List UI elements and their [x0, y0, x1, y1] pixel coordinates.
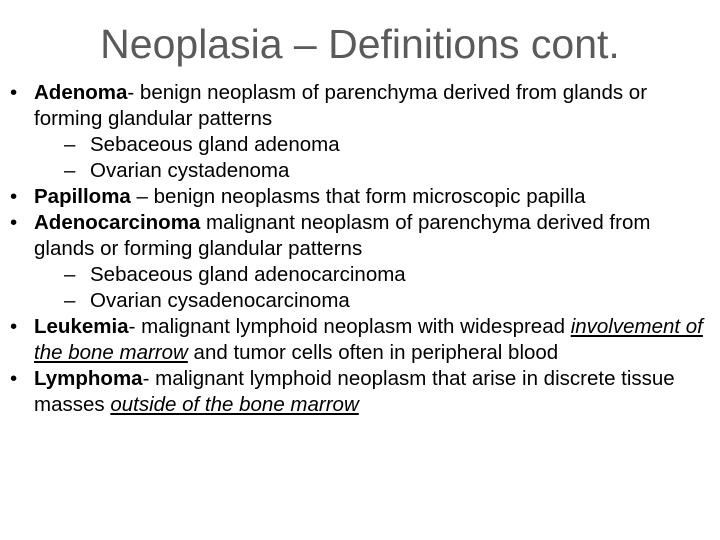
- term-papilloma: Papilloma: [34, 185, 131, 208]
- sub-item-text: Sebaceous gland adenocarcinoma: [90, 263, 406, 286]
- term-adenocarcinoma: Adenocarcinoma: [34, 211, 201, 234]
- term-adenoma: Adenoma: [34, 81, 128, 104]
- dash-icon: –: [64, 159, 76, 182]
- bullet-list: [10, 80, 710, 418]
- term-lymphoma: Lymphoma: [34, 367, 143, 390]
- bullet-icon: •: [10, 315, 18, 338]
- dash-icon: –: [64, 263, 76, 286]
- sub-list-adenoma: [34, 132, 710, 184]
- definition-lymphoma-start: - malignant lymphoid neoplasm that arise in discrete tissue masses: [34, 367, 675, 416]
- sub-item-text: Ovarian cystadenoma: [90, 159, 290, 182]
- sub-item: [34, 158, 710, 184]
- bullet-icon: •: [10, 367, 18, 390]
- term-leukemia: Leukemia: [34, 315, 129, 338]
- sub-item: [34, 288, 710, 314]
- sub-item-text: Ovarian cysadenocarcinoma: [90, 289, 350, 312]
- bullet-icon: •: [10, 81, 18, 104]
- dash-icon: –: [64, 289, 76, 312]
- sub-item: [34, 132, 710, 158]
- definition-adenocarcinoma: malignant neoplasm of parenchyma derived from glands or forming glandular patterns: [34, 211, 651, 260]
- definition-leukemia-start: - malignant lymphoid neoplasm with widespread: [128, 315, 571, 338]
- sub-item: [34, 262, 710, 288]
- bullet-leukemia: [10, 314, 710, 366]
- sub-list-adenocarcinoma: [34, 262, 710, 314]
- bullet-icon: •: [10, 185, 18, 208]
- bullet-icon: •: [10, 211, 18, 234]
- sub-item-text: Sebaceous gland adenoma: [90, 133, 340, 156]
- emphasis-leukemia: involvement of the bone marrow: [34, 315, 703, 364]
- dash-icon: –: [64, 133, 76, 156]
- definition-adenoma: - benign neoplasm of parenchyma derived from glands or forming glandular patterns: [34, 81, 648, 130]
- slide-title: Neoplasia – Definitions cont.: [100, 21, 620, 67]
- bullet-adenocarcinoma: [10, 210, 710, 314]
- bullet-lymphoma: [10, 366, 710, 418]
- bullet-adenoma: [10, 80, 710, 184]
- emphasis-lymphoma: outside of the bone marrow: [110, 393, 359, 416]
- definition-papilloma: – benign neoplasms that form microscopic papilla: [130, 185, 586, 208]
- bullet-papilloma: [10, 184, 710, 210]
- definition-leukemia-end: and tumor cells often in peripheral blood: [187, 341, 559, 364]
